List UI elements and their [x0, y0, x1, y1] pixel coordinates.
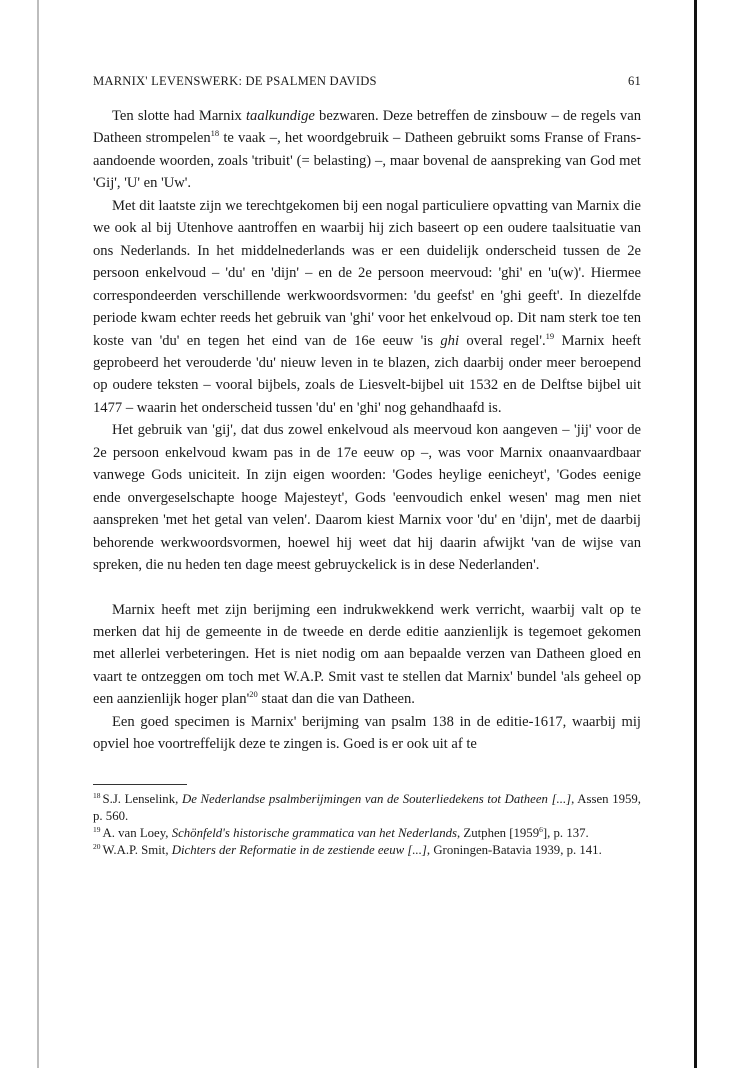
paragraph-2: Met dit laatste zijn we terechtgekomen bij een nogal particuliere opvatting van Marnix die we ook al bij Utenhove aantroffen en waarbij hij zich baseert op een oudere taalsituatie van ons Nederlands. In het middelnederlands was er een duidelijk onderscheid tussen de 2e persoon enkelvoud – 'du' en 'dijn' – en de 2e persoon meervoud: 'ghi' en 'u(w)'. Hiermee correspondeerden verschillende werkwoordsvormen: 'du geefst' en 'ghi geeft'. In diezelfde periode kwam echter reeds het gebruik van 'ghi' voor het enkelvoud op. Dit nam sterk toe ten koste van 'du' en tegen het eind van de 16e eeuw 'is ghi overal regel'.$^{19}$ Marnix heeft geprobeerd het verouderde 'du' nieuw leven in te blazen, zich daarbij onder meer beroepend op oudere teksten – vooral bijbels, zoals de Liesvelt-bijbel uit 1532 en de Delftse bijbel uit 1477 – waarin het onderscheid tussen 'du' en 'ghi' nog gehandhaafd is. [93, 197, 641, 416]
book-page [93, 74, 641, 860]
paragraph-5: Een goed specimen is Marnix' berijming van psalm 138 in de editie-1617, waarbij mij opviel hoe voortreffelijk deze te zingen is. Goed is er ook uit af te [93, 713, 641, 753]
body-text [93, 105, 641, 756]
footnote-20: $^{20}$ W.A.P. Smit, Dichters der Reformatie in de zestiende eeuw [...], Groningen-Batavia 1939, p. 141. [93, 842, 602, 858]
paragraph-4: Marnix heeft met zijn berijming een indrukwekkend werk verricht, waarbij valt op te merken dat hij de gemeente in de tweede en derde editie aanzienlijk is tegemoet gekomen met allerlei verbeteringen. Het is niet nodig om aan bepaalde verzen van Datheen gloed en vaart te ontzeggen om toch met W.A.P. Smit vast te stellen dat Marnix' bundel 'als geheel op een aanzienlijk hoger $plan'^{20}$ staat dan die van Datheen. [93, 601, 641, 708]
footnote-divider [93, 784, 187, 785]
scan-left-edge [37, 0, 39, 1068]
footnotes [93, 791, 641, 860]
running-title: MARNIX' LEVENSWERK: DE PSALMEN DAVIDS [93, 74, 377, 88]
footnote-ref-18[interactable]: 18 [210, 128, 220, 139]
page-number: 61 [628, 74, 641, 88]
paragraph-3: Het gebruik van 'gij', dat dus zowel enkelvoud als meervoud kon aangeven – 'jij' voor de 2e persoon enkelvoud kwam pas in de 17e eeuw op –, was voor Marnix onaanvaardbaar vanwege Gods uniciteit. In zijn eigen woorden: 'Godes heylige eenicheyt', 'Godes eenige ende onvergeselschapte hooge Majesteyt', Gods 'eenvoudich enkel wesen' mag men niet aanspreken 'met het getal van velen'. Daarom kiest Marnix voor 'du' en 'dijn', met de daarbij behorende werkwoordsvormen, hoewel hij weet dat hij daarin afwijkt 'van de wijse van spreken, die nu heden ten dage meest gebruyckelick is in dese Nederlanden'. [93, 422, 641, 574]
running-head [93, 74, 641, 89]
paragraph-1: Ten slotte had Marnix taalkundige bezwaren. Deze betreffen de zinsbouw – de regels van Datheen strompelen$^{18}$ te vaak –, het woordgebruik – Datheen gebruikt soms Franse of Frans-aandoende woorden, zoals 'tribuit' (= belasting) –, maar bovenal de aanspreking van God met 'Gij', 'U' en 'Uw'. [93, 108, 641, 192]
footnote-ref-19[interactable]: 19 [545, 330, 555, 341]
scan-right-edge [694, 0, 697, 1068]
edition-superscript: 6 [539, 825, 543, 835]
footnote-19: $^{19}$ A. van Loey, Schönfeld's historische grammatica van het Nederlands, Zutphen [1959$^6$], p. 137. [93, 825, 589, 841]
footnote-18: $^{18}$ S.J. Lenselink, De Nederlandse psalmberijmingen van de Souterliedekens tot Datheen [...], Assen 1959, p. 560. [93, 790, 641, 823]
footnote-ref-20[interactable]: 20 [249, 689, 258, 700]
